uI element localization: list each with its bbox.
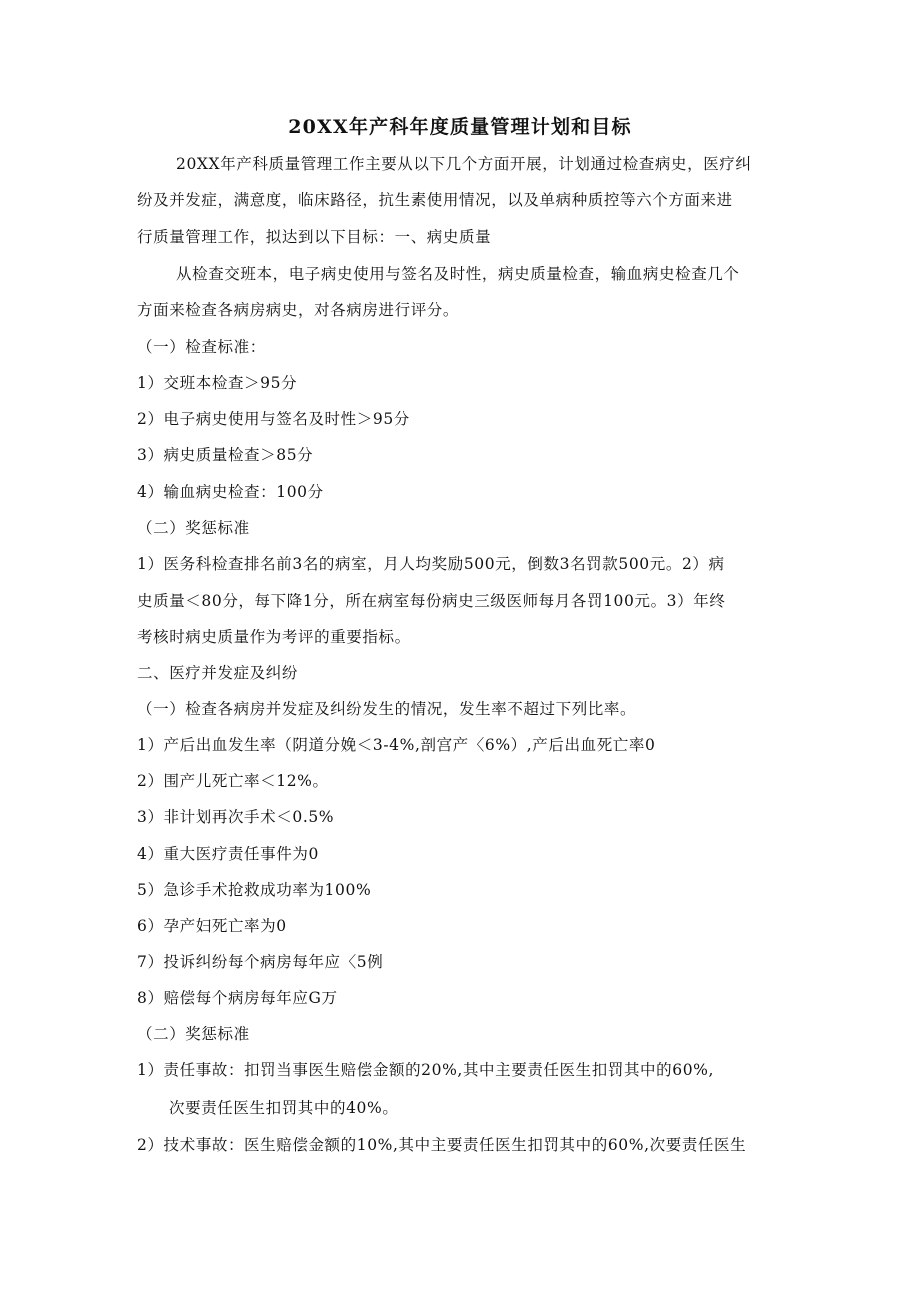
list-item: 4）重大医疗责任事件为0 — [137, 845, 319, 863]
list-item: 2）电子病史使用与签名及时性＞95分 — [137, 410, 410, 428]
list-item: 3）病史质量检查＞85分 — [137, 446, 314, 464]
paragraph-line: 史质量＜80分，每下降1分，所在病室每份病史三级医师每月各罚100元。3）年终 — [137, 592, 726, 610]
list-item-continuation: 次要责任医生扣罚其中的40%。 — [169, 1099, 399, 1117]
document-title: 20XX年产科年度质量管理计划和目标 — [288, 116, 632, 138]
list-item: 5）急诊手术抢救成功率为100% — [137, 881, 372, 899]
list-item: 2）围产儿死亡率＜12%。 — [137, 772, 329, 790]
paragraph-line: 行质量管理工作，拟达到以下目标：一、病史质量 — [137, 228, 492, 246]
list-item: 6）孕产妇死亡率为0 — [137, 917, 287, 935]
paragraph-line: 纷及并发症，满意度，临床路径，抗生素使用情况，以及单病种质控等六个方面来进 — [137, 191, 733, 209]
list-item: 7）投诉纠纷每个病房每年应〈5例 — [137, 953, 384, 971]
list-item: 8）赔偿每个病房每年应G万 — [137, 989, 338, 1007]
section-heading: （二）奖惩标准 — [137, 519, 250, 537]
list-item: 1）交班本检查＞95分 — [137, 374, 298, 392]
list-item: 1）责任事故：扣罚当事医生赔偿金额的20%,其中主要责任医生扣罚其中的60%, — [137, 1061, 715, 1079]
paragraph-line: 从检查交班本，电子病史使用与签名及时性，病史质量检查，输血病史检查几个 — [176, 265, 740, 283]
list-item: 1）产后出血发生率（阴道分娩＜3-4%,剖宫产〈6%）,产后出血死亡率0 — [137, 736, 656, 754]
paragraph-line: 1）医务科检查排名前3名的病室，月人均奖励500元，倒数3名罚款500元。2）病 — [137, 555, 725, 573]
list-item: 3）非计划再次手术＜0.5% — [137, 808, 335, 826]
paragraph-line: 20XX年产科质量管理工作主要从以下几个方面开展，计划通过检查病史，医疗纠 — [176, 155, 752, 173]
section-heading: （一）检查各病房并发症及纠纷发生的情况，发生率不超过下列比率。 — [137, 700, 637, 718]
paragraph-line: 考核时病史质量作为考评的重要指标。 — [137, 628, 411, 646]
list-item: 4）输血病史检查：100分 — [137, 483, 324, 501]
paragraph-line: 方面来检查各病房病史，对各病房进行评分。 — [137, 301, 460, 319]
section-heading: 二、医疗并发症及纠纷 — [137, 664, 299, 682]
list-item: 2）技术事故：医生赔偿金额的10%,其中主要责任医生扣罚其中的60%,次要责任医生 — [137, 1136, 747, 1154]
section-heading: （二）奖惩标准 — [137, 1025, 250, 1043]
section-heading: （一）检查标准： — [137, 338, 266, 356]
